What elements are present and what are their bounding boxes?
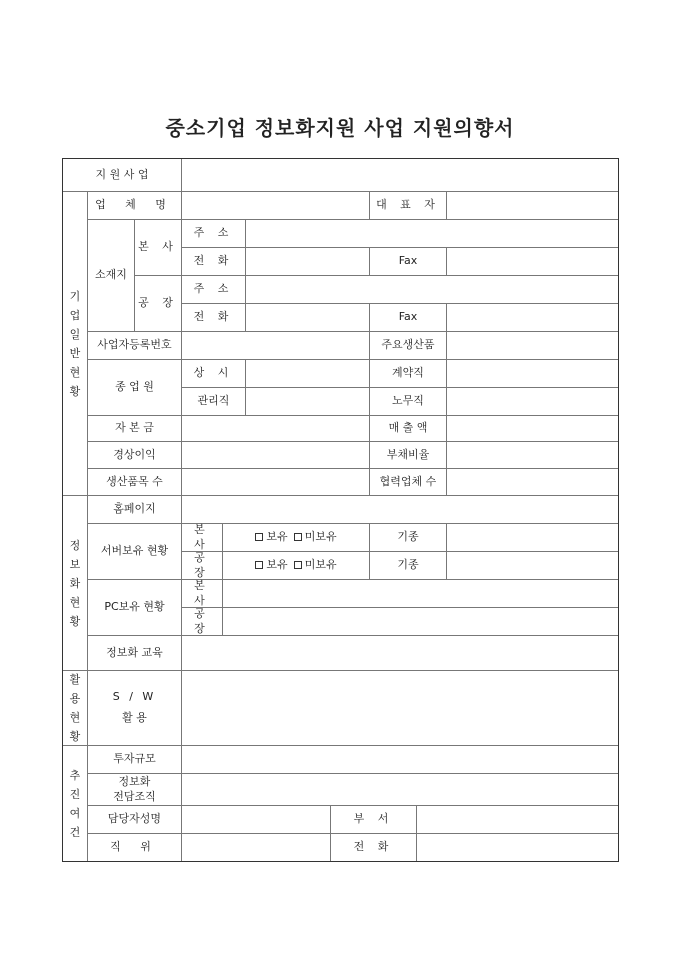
department-field[interactable]	[416, 805, 619, 834]
it-education-field[interactable]	[181, 635, 619, 671]
factory-fax-field[interactable]	[446, 303, 619, 332]
factory-phone-label: 전 화	[181, 303, 246, 332]
company-section-label: 기 업 일 반 현 황	[62, 191, 88, 496]
ho-phone-field[interactable]	[245, 247, 370, 276]
capital-field[interactable]	[181, 415, 370, 442]
ho-address-field[interactable]	[245, 219, 619, 248]
investment-field[interactable]	[181, 745, 619, 774]
homepage-field[interactable]	[181, 495, 619, 524]
position-label: 직 위	[87, 833, 182, 862]
operating-profit-field[interactable]	[181, 441, 370, 469]
factory-fax-label: Fax	[369, 303, 447, 332]
server-factory-notown-checkbox[interactable]	[294, 561, 302, 569]
product-count-field[interactable]	[181, 468, 370, 496]
server-factory-label: 공 장	[181, 551, 223, 580]
pc-ho-label: 본 사	[181, 579, 223, 608]
server-ho-options: 보유 미보유	[222, 523, 370, 552]
phone2-field[interactable]	[416, 833, 619, 862]
it-dept-label: 정보화 전담조직	[87, 773, 182, 806]
pc-factory-label: 공 장	[181, 607, 223, 636]
pc-ho-field[interactable]	[222, 579, 619, 608]
server-factory-model-label: 기종	[369, 551, 447, 580]
debt-ratio-field[interactable]	[446, 441, 619, 469]
it-dept-field[interactable]	[181, 773, 619, 806]
factory-address-label: 주 소	[181, 275, 246, 304]
employees-label: 종 업 원	[87, 359, 182, 416]
head-office-label: 본 사	[134, 219, 182, 276]
investment-label: 투자규모	[87, 745, 182, 774]
business-reg-label: 사업자등록번호	[87, 331, 182, 360]
server-status-label: 서버보유 현황	[87, 523, 182, 580]
main-product-field[interactable]	[446, 331, 619, 360]
factory-address-field[interactable]	[245, 275, 619, 304]
capital-label: 자 본 금	[87, 415, 182, 442]
department-label: 부 서	[330, 805, 417, 834]
server-ho-label: 본 사	[181, 523, 223, 552]
labor-label: 노무직	[369, 387, 447, 416]
usage-section-label: 활 용 현 황	[62, 670, 88, 746]
server-ho-model-label: 기종	[369, 523, 447, 552]
partner-count-label: 협력업체 수	[369, 468, 447, 496]
sw-usage-label: S / W 활 용	[87, 670, 182, 746]
company-name-label: 업 체 명	[87, 191, 182, 220]
debt-ratio-label: 부채비율	[369, 441, 447, 469]
ho-phone-label: 전 화	[181, 247, 246, 276]
pc-status-label: PC보유 현황	[87, 579, 182, 636]
contract-label: 계약직	[369, 359, 447, 388]
factory-label: 공 장	[134, 275, 182, 332]
server-factory-own-checkbox[interactable]	[255, 561, 263, 569]
it-section-label: 정 보 화 현 황	[62, 495, 88, 671]
ho-fax-field[interactable]	[446, 247, 619, 276]
sw-usage-field[interactable]	[181, 670, 619, 746]
server-factory-model-field[interactable]	[446, 551, 619, 580]
pc-factory-field[interactable]	[222, 607, 619, 636]
position-field[interactable]	[181, 833, 331, 862]
homepage-label: 홈페이지	[87, 495, 182, 524]
server-ho-model-field[interactable]	[446, 523, 619, 552]
business-reg-field[interactable]	[181, 331, 370, 360]
ceo-label: 대 표 자	[369, 191, 447, 220]
labor-field[interactable]	[446, 387, 619, 416]
support-project-field[interactable]	[181, 158, 619, 192]
location-label: 소재지	[87, 219, 135, 332]
page-title: 중소기업 정보화지원 사업 지원의향서	[165, 116, 515, 140]
contract-field[interactable]	[446, 359, 619, 388]
company-name-field[interactable]	[181, 191, 370, 220]
support-project-label: 지 원 사 업	[62, 158, 182, 192]
ceo-field[interactable]	[446, 191, 619, 220]
product-count-label: 생산품목 수	[87, 468, 182, 496]
promo-section-label: 추 진 여 건	[62, 745, 88, 862]
server-ho-notown-checkbox[interactable]	[294, 533, 302, 541]
regular-label: 상 시	[181, 359, 246, 388]
main-product-label: 주요생산품	[369, 331, 447, 360]
factory-phone-field[interactable]	[245, 303, 370, 332]
server-ho-own-checkbox[interactable]	[255, 533, 263, 541]
server-factory-options: 보유 미보유	[222, 551, 370, 580]
phone2-label: 전 화	[330, 833, 417, 862]
manager-name-label: 담당자성명	[87, 805, 182, 834]
regular-field[interactable]	[245, 359, 370, 388]
ho-fax-label: Fax	[369, 247, 447, 276]
ho-address-label: 주 소	[181, 219, 246, 248]
admin-field[interactable]	[245, 387, 370, 416]
partner-count-field[interactable]	[446, 468, 619, 496]
operating-profit-label: 경상이익	[87, 441, 182, 469]
admin-label: 관리직	[181, 387, 246, 416]
sales-label: 매 출 액	[369, 415, 447, 442]
sales-field[interactable]	[446, 415, 619, 442]
it-education-label: 정보화 교육	[87, 635, 182, 671]
manager-name-field[interactable]	[181, 805, 331, 834]
